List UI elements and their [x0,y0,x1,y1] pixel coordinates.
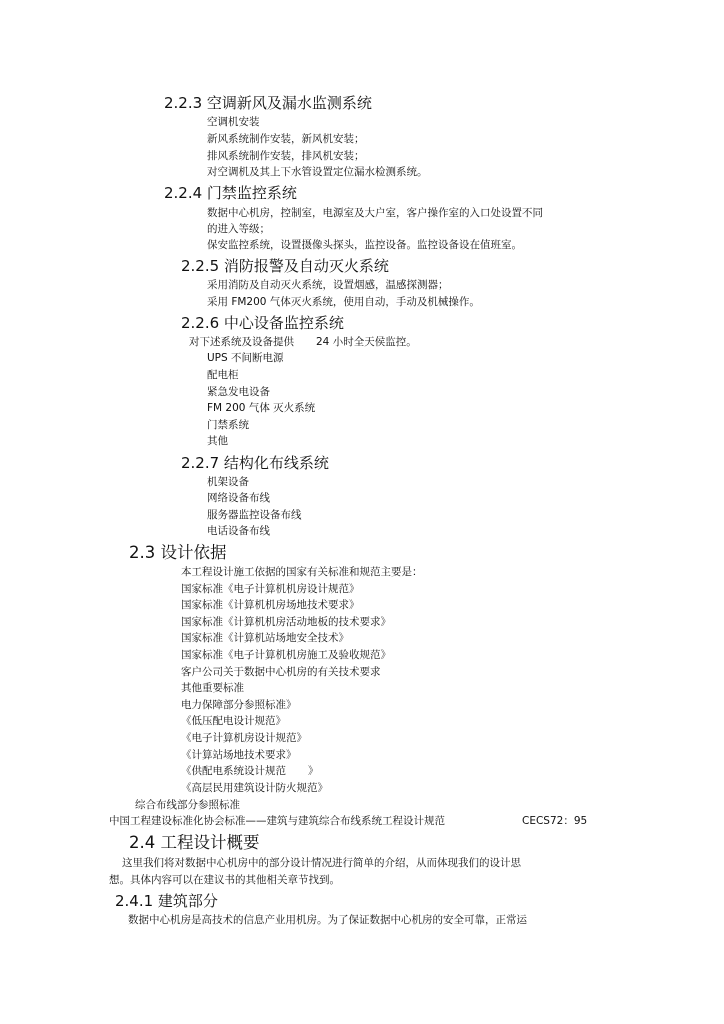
list-item: 对空调机及其上下水管设置定位漏水检测系统。 [207,166,428,178]
cecs-code: CECS72：95 [522,815,588,827]
list-item: 《计算站场地技术要求》 [181,749,297,761]
paragraph-line: 想。具体内容可以在建议书的其他相关章节找到。 [109,874,340,886]
list-item: 其他重要标准 [181,682,244,694]
section-2-2-4-heading: 2.2.4 门禁监控系统 [164,184,297,202]
list-item: FM 200 气体 灭火系统 [207,402,316,414]
list-item: 《电子计算机房设计规范》 [181,732,307,744]
monitoring-intro-b: 24 小时全天侯监控。 [316,336,417,348]
list-item: 空调机安装 [207,116,260,128]
list-item: 网络设备布线 [207,492,270,504]
monitoring-intro-a: 对下述系统及设备提供 [189,336,294,348]
list-item: 机架设备 [207,476,249,488]
section-2-4-1-heading: 2.4.1 建筑部分 [115,892,218,910]
list-item: 本工程设计施工依据的国家有关标准和规范主要是： [181,566,423,578]
list-item: 国家标准《电子计算机机房施工及验收规范》 [181,649,391,661]
list-item: 配电柜 [207,369,239,381]
section-2-2-7-heading: 2.2.7 结构化布线系统 [181,454,329,472]
section-2-3-heading: 2.3 设计依据 [129,543,227,562]
paragraph-line: 采用 FM200 气体灭火系统，使用自动，手动及机械操作。 [207,296,480,308]
section-2-4-heading: 2.4 工程设计概要 [129,833,260,852]
list-item [181,764,319,778]
section-2-2-3-heading: 2.2.3 空调新风及漏水监测系统 [164,94,372,112]
list-item: 服务器监控设备布线 [207,509,302,521]
list-item: 紧急发电设备 [207,386,270,398]
section-2-2-5-heading: 2.2.5 消防报警及自动灭火系统 [181,257,389,275]
list-item: 电话设备布线 [207,525,270,537]
list-item: 电力保障部分参照标准》 [181,699,297,711]
list-item: 国家标准《计算机站场地安全技术》 [181,632,349,644]
list-item: 国家标准《电子计算机机房设计规范》 [181,583,360,595]
paragraph-line: 采用消防及自动灭火系统，设置烟感，温感探测器； [207,279,449,291]
supply-ref-a: 《供配电系统设计规范 [181,765,286,777]
section-2-2-6-heading: 2.2.6 中心设备监控系统 [181,314,344,332]
paragraph-line: 数据中心机房，控制室，电源室及大户室，客户操作室的入口处设置不同 [207,207,543,219]
list-item: 新风系统制作安装，新风机安装； [207,133,365,145]
cabling-standard-label: 综合布线部分参照标准 [135,799,240,811]
paragraph-line: 数据中心机房是高技术的信息产业用机房。为了保证数据中心机房的安全可靠，正常运 [128,914,527,926]
list-item: 国家标准《计算机机房活动地板的技术要求》 [181,616,391,628]
paragraph-line: 的进入等级； [207,223,270,235]
list-item: 《高层民用建筑设计防火规范》 [181,782,328,794]
list-item: 《低压配电设计规范》 [181,715,286,727]
list-item: 门禁系统 [207,419,249,431]
list-item: 其他 [207,435,228,447]
list-item: 客户公司关于数据中心机房的有关技术要求 [181,666,381,678]
cecs-standard-line: 中国工程建设标准化协会标准——建筑与建筑综合布线系统工程设计规范 [109,815,445,827]
list-item: UPS 不间断电源 [207,352,284,364]
paragraph-line: 这里我们将对数据中心机房中的部分设计情况进行简单的介绍，从而体现我们的设计思 [122,857,521,869]
list-item: 国家标准《计算机机房场地技术要求》 [181,599,360,611]
list-item: 排风系统制作安装，排风机安装； [207,150,365,162]
monitoring-intro [189,335,417,349]
supply-ref-b: 》 [308,765,319,777]
paragraph-line: 保安监控系统，设置摄像头探头，监控设备。监控设备设在值班室。 [207,239,522,251]
